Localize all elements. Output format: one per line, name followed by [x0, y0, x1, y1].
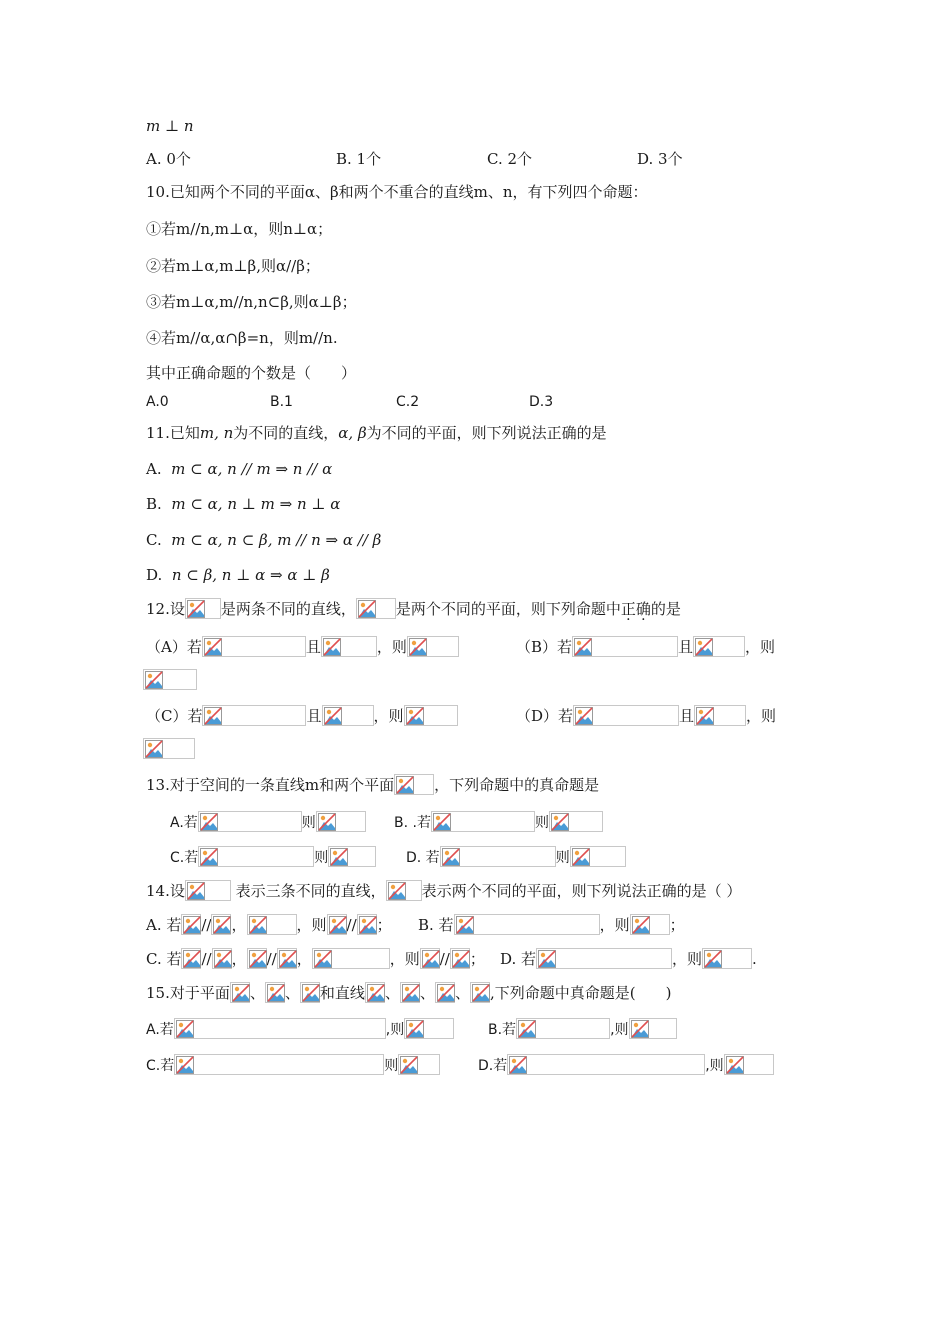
prev-option-a: A. 0个	[146, 150, 191, 168]
broken-image-icon	[204, 707, 222, 725]
image-placeholder	[454, 914, 600, 935]
image-placeholder	[507, 1054, 705, 1075]
image-placeholder	[629, 1018, 677, 1039]
image-placeholder	[431, 811, 535, 832]
broken-image-icon	[314, 950, 332, 968]
image-placeholder	[322, 705, 374, 726]
image-placeholder	[143, 738, 195, 759]
image-placeholder	[230, 982, 250, 1003]
q10-option-c: C.2	[396, 394, 420, 410]
q12-option-c: （C）若 且 ，则	[146, 705, 458, 727]
broken-image-icon	[200, 813, 218, 831]
image-placeholder	[420, 948, 440, 969]
broken-image-icon	[145, 740, 163, 758]
broken-image-icon	[176, 1056, 194, 1074]
image-placeholder	[549, 811, 603, 832]
broken-image-icon	[323, 638, 341, 656]
q15-option-a: A.若 ,则	[146, 1018, 454, 1041]
broken-image-icon	[400, 1056, 418, 1074]
broken-image-icon	[433, 813, 451, 831]
image-placeholder	[694, 705, 746, 726]
broken-image-icon	[187, 882, 205, 900]
broken-image-icon	[367, 984, 385, 1002]
q10-proposition-1: ①若m//n,m⊥α，则n⊥α；	[146, 220, 333, 238]
image-placeholder	[404, 1018, 454, 1039]
broken-image-icon	[572, 848, 590, 866]
q10-option-b: B.1	[270, 394, 293, 410]
image-placeholder	[365, 982, 385, 1003]
broken-image-icon	[442, 848, 460, 866]
q14-option-d: D. 若 ，则 .	[500, 950, 757, 968]
broken-image-icon	[472, 984, 490, 1002]
image-placeholder	[202, 636, 306, 657]
image-placeholder	[247, 914, 297, 935]
q11-option-a: A. m ⊂ α, n // m ⇒ n // α	[146, 460, 333, 478]
image-placeholder	[630, 914, 670, 935]
image-placeholder	[321, 636, 377, 657]
q15-stem: 15.对于平面 、 、 和直线 、 、 、 ,下列命题中真命题是( )	[146, 984, 672, 1002]
broken-image-icon	[318, 813, 336, 831]
broken-image-icon	[551, 813, 569, 831]
image-placeholder	[211, 914, 231, 935]
image-placeholder	[212, 948, 232, 969]
broken-image-icon	[726, 1056, 744, 1074]
image-placeholder	[435, 982, 455, 1003]
broken-image-icon	[176, 1020, 194, 1038]
image-placeholder	[316, 811, 366, 832]
image-placeholder	[185, 598, 221, 619]
image-placeholder	[693, 636, 745, 657]
image-placeholder	[356, 598, 396, 619]
q10-option-d: D.3	[529, 394, 554, 410]
q11-option-c: C. m ⊂ α, n ⊂ β, m // n ⇒ α // β	[146, 531, 382, 549]
q14-option-a: A. 若 // ， ，则 // ；	[146, 916, 392, 934]
broken-image-icon	[279, 950, 297, 968]
image-placeholder	[724, 1054, 774, 1075]
broken-image-icon	[396, 776, 414, 794]
q10-proposition-2: ②若m⊥α,m⊥β,则α//β；	[146, 257, 320, 275]
image-placeholder	[312, 948, 390, 969]
q13-option-a: A.若 则	[170, 811, 366, 834]
q11-option-d: D. n ⊂ β, n ⊥ α ⇒ α ⊥ β	[146, 566, 330, 584]
q10-option-a: A.0	[146, 394, 169, 410]
image-placeholder	[300, 982, 320, 1003]
image-placeholder	[174, 1054, 384, 1075]
image-placeholder	[143, 669, 197, 690]
broken-image-icon	[214, 950, 232, 968]
broken-image-icon	[204, 638, 222, 656]
q13-stem: 13.对于空间的一条直线m和两个平面 ，下列命题中的真命题是	[146, 776, 600, 794]
q11-option-b: B. m ⊂ α, n ⊥ m ⇒ n ⊥ α	[146, 495, 341, 513]
image-placeholder	[570, 846, 626, 867]
q12-option-d-cont	[143, 738, 195, 760]
image-placeholder	[181, 948, 201, 969]
broken-image-icon	[187, 600, 205, 618]
broken-image-icon	[696, 707, 714, 725]
broken-image-icon	[267, 984, 285, 1002]
image-placeholder	[327, 914, 347, 935]
broken-image-icon	[213, 916, 231, 934]
broken-image-icon	[437, 984, 455, 1002]
q15-option-d: D.若 ,则	[478, 1054, 774, 1077]
broken-image-icon	[200, 848, 218, 866]
image-placeholder	[265, 982, 285, 1003]
broken-image-icon	[324, 707, 342, 725]
broken-image-icon	[330, 848, 348, 866]
q15-option-c: C.若 则	[146, 1054, 440, 1077]
broken-image-icon	[695, 638, 713, 656]
image-placeholder	[357, 914, 377, 935]
q13-option-c: C.若 则	[170, 846, 376, 869]
image-placeholder	[536, 948, 672, 969]
image-placeholder	[407, 636, 459, 657]
broken-image-icon	[456, 916, 474, 934]
q12-option-b-cont	[143, 669, 197, 691]
q14-option-b: B. 若 ，则 ；	[418, 916, 685, 934]
broken-image-icon	[183, 950, 201, 968]
broken-image-icon	[249, 950, 267, 968]
image-placeholder	[198, 811, 302, 832]
q12-option-a: （A）若 且 ，则	[146, 636, 459, 658]
q14-stem: 14.设 表示三条不同的直线， 表示两个不同的平面，则下列说法正确的是（ ）	[146, 882, 742, 900]
image-placeholder	[702, 948, 752, 969]
q12-option-b: （B）若 且 ，则	[516, 638, 776, 656]
prev-option-c: C. 2个	[487, 150, 533, 168]
image-placeholder	[174, 1018, 386, 1039]
image-placeholder	[181, 914, 201, 935]
broken-image-icon	[452, 950, 470, 968]
q13-option-d: D. 若 则	[406, 846, 626, 869]
broken-image-icon	[631, 1020, 649, 1038]
broken-image-icon	[302, 984, 320, 1002]
image-placeholder	[185, 880, 231, 901]
broken-image-icon	[574, 638, 592, 656]
image-placeholder	[386, 880, 422, 901]
q10-proposition-3: ③若m⊥α,m//n,n⊂β,则α⊥β；	[146, 293, 357, 311]
broken-image-icon	[249, 916, 267, 934]
image-placeholder	[394, 774, 434, 795]
prev-question-tail: m ⊥ n	[146, 117, 194, 135]
broken-image-icon	[409, 638, 427, 656]
image-placeholder	[398, 1054, 440, 1075]
image-placeholder	[470, 982, 490, 1003]
q10-stem: 10.已知两个不同的平面α、β和两个不重合的直线m、n，有下列四个命题：	[146, 183, 648, 201]
broken-image-icon	[388, 882, 406, 900]
broken-image-icon	[509, 1056, 527, 1074]
q12-option-d: （D）若 且 ，则	[516, 707, 777, 725]
q10-question: 其中正确命题的个数是（ ）	[146, 364, 357, 382]
broken-image-icon	[575, 707, 593, 725]
broken-image-icon	[406, 707, 424, 725]
image-placeholder	[202, 705, 306, 726]
q14-option-c: C. 若 // ， // ， ，则 // ；	[146, 950, 485, 968]
prev-option-d: D. 3个	[637, 150, 683, 168]
image-placeholder	[277, 948, 297, 969]
image-placeholder	[404, 705, 458, 726]
q12-stem: 12.设 是两条不同的直线， 是两个不同的平面，则下列命题中正确的是	[146, 600, 681, 618]
q13-option-b: B. .若 则	[394, 811, 603, 834]
broken-image-icon	[538, 950, 556, 968]
image-placeholder	[572, 636, 678, 657]
q15-option-b: B.若 ,则	[488, 1018, 677, 1041]
broken-image-icon	[422, 950, 440, 968]
prev-option-b: B. 1个	[336, 150, 382, 168]
broken-image-icon	[402, 984, 420, 1002]
image-placeholder	[573, 705, 679, 726]
broken-image-icon	[406, 1020, 424, 1038]
broken-image-icon	[518, 1020, 536, 1038]
broken-image-icon	[704, 950, 722, 968]
broken-image-icon	[232, 984, 250, 1002]
image-placeholder	[328, 846, 376, 867]
image-placeholder	[516, 1018, 610, 1039]
broken-image-icon	[145, 671, 163, 689]
q10-proposition-4: ④若m//α,α∩β=n，则m//n.	[146, 329, 338, 347]
broken-image-icon	[359, 916, 377, 934]
image-placeholder	[247, 948, 267, 969]
broken-image-icon	[329, 916, 347, 934]
broken-image-icon	[632, 916, 650, 934]
q11-stem: 11.已知m, n为不同的直线，α, β为不同的平面，则下列说法正确的是	[146, 424, 607, 442]
broken-image-icon	[183, 916, 201, 934]
broken-image-icon	[358, 600, 376, 618]
image-placeholder	[450, 948, 470, 969]
image-placeholder	[400, 982, 420, 1003]
image-placeholder	[440, 846, 556, 867]
image-placeholder	[198, 846, 314, 867]
